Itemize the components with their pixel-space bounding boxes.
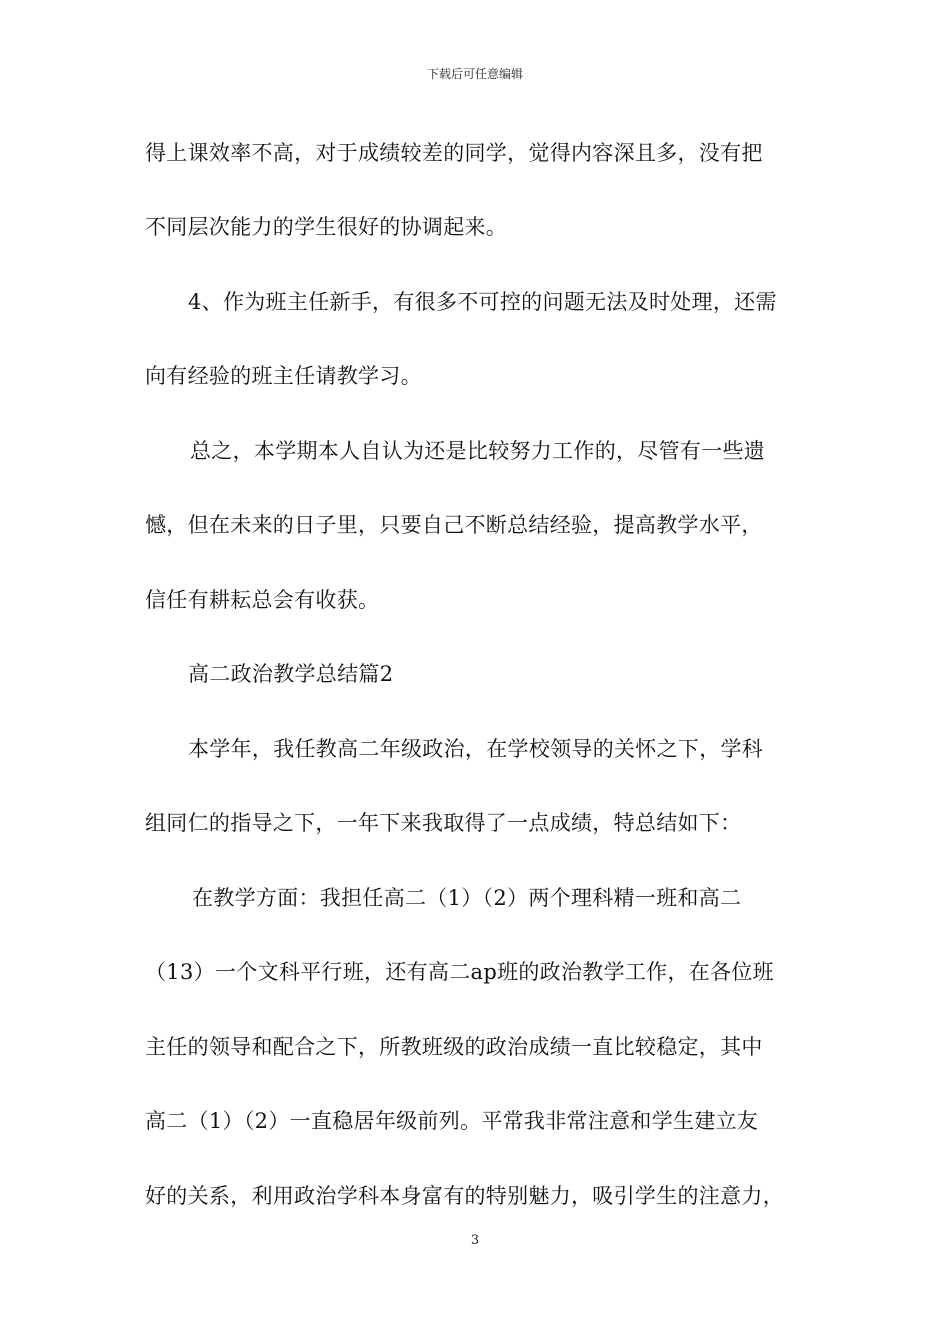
text-line: 组同仁的指导之下，一年下来我取得了一点成绩，特总结如下： — [145, 811, 742, 835]
text-line: 总之，本学期本人自认为还是比较努力工作的，尽管有一些遗 — [190, 439, 766, 463]
page-number: 3 — [470, 1233, 480, 1248]
text-line: 4、作为班主任新手，有很多不可控的问题无法及时处理，还需 — [188, 290, 777, 314]
text-line: 向有经验的班主任请教学习。 — [145, 364, 422, 388]
text-line: （13）一个文科平行班，还有高二ap班的政治教学工作，在各位班 — [145, 960, 774, 984]
text-line: 高二（1）（2）一直稳居年级前列。平常我非常注意和学生建立友 — [145, 1109, 759, 1133]
text-line: 在教学方面：我担任高二（1）（2）两个理科精一班和高二 — [192, 886, 742, 910]
text-line: 本学年，我任教高二年级政治，在学校领导的关怀之下，学科 — [188, 737, 764, 761]
text-line: 得上课效率不高，对于成绩较差的同学，觉得内容深且多，没有把 — [145, 141, 763, 165]
page-header: 下载后可任意编辑 — [426, 67, 523, 81]
text-line: 主任的领导和配合之下，所教班级的政治成绩一直比较稳定，其中 — [145, 1035, 763, 1059]
text-line: 憾，但在未来的日子里，只要自己不断总结经验，提高教学水平， — [145, 513, 763, 537]
section-heading: 高二政治教学总结篇2 — [188, 662, 394, 686]
text-line: 不同层次能力的学生很好的协调起来。 — [145, 215, 508, 239]
text-line: 好的关系，利用政治学科本身富有的特别魅力，吸引学生的注意力， — [145, 1184, 784, 1208]
text-line: 信任有耕耘总会有收获。 — [145, 588, 380, 612]
